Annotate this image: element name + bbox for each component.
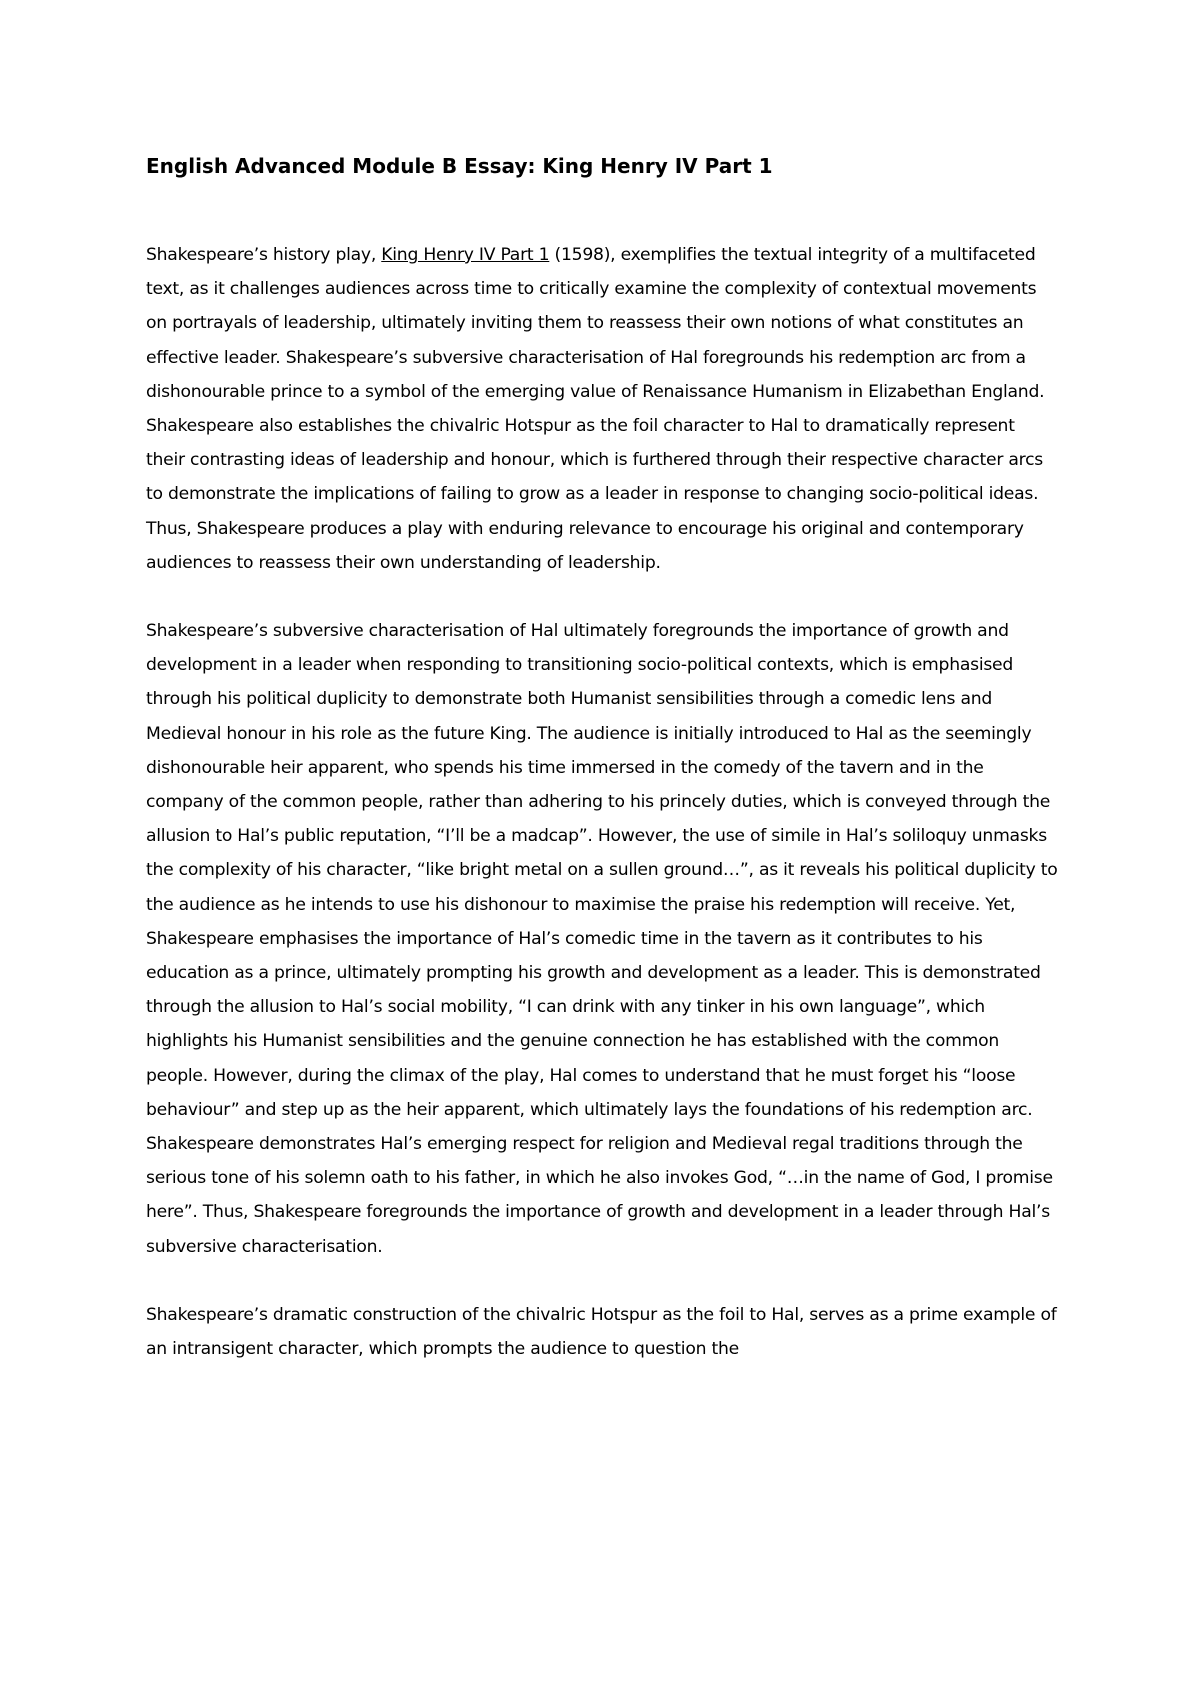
essay-body xyxy=(146,150,1058,1400)
body-paragraph-hal: Shakespeare’s subversive characterisation of Hal ultimately foregrounds the importance of growth and development in a leader when responding to transitioning socio-political contexts, which is emphasised through his political duplicity to demonstrate both Humanist sensibilities through a comedic lens and Medieval honour in his role as the future King. The audience is initially introduced to Hal as the seemingly dishonourable heir apparent, who spends his time immersed in the comedy of the tavern and in the company of the common people, rather than adhering to his princely duties, which is conveyed through the allusion to Hal’s public reputation, “I’ll be a madcap”. However, the use of simile in Hal’s soliloquy unmasks the complexity of his character, “like bright metal on a sullen ground…”, as it reveals his political duplicity to the audience as he intends to use his dishonour to maximise the praise his redemption will receive. Yet, Shakespeare emphasises the importance of Hal’s comedic time in the tavern as it contributes to his education as a prince, ultimately prompting his growth and development as a leader. This is demonstrated through the allusion to Hal’s social mobility, “I can drink with any tinker in his own language”, which highlights his Humanist sensibilities and the genuine connection he has established with the common people. However, during the climax of the play, Hal comes to understand that he must forget his “loose behaviour” and step up as the heir apparent, which ultimately lays the foundations of his redemption arc. Shakespeare demonstrates Hal’s emerging respect for religion and Medieval regal traditions through the serious tone of his solemn oath to his father, in which he also invokes God, “…in the name of God, I promise here”. Thus, Shakespeare foregrounds the importance of growth and development in a leader through Hal’s subversive characterisation. xyxy=(146,621,1058,1257)
intro-text-before: Shakespeare’s history play, xyxy=(146,245,382,265)
essay-title: English Advanced Module B Essay: King Henry IV Part 1 xyxy=(146,154,773,178)
body-paragraph-hotspur: Shakespeare’s dramatic construction of the chivalric Hotspur as the foil to Hal, serves as a prime example of an intransigent character, which prompts the audience to question the xyxy=(146,1304,1057,1360)
intro-paragraph xyxy=(146,238,1058,580)
play-title-underlined: King Henry IV Part 1 xyxy=(381,245,550,265)
intro-text-after: (1598), exemplifies the textual integrity of a multifaceted text, as it challenges audiences across time to critically examine the complexity of contextual movements on portrayals of leadership, ultimately inviting them to reassess their own notions of what constitutes an effective leader. Shakespeare’s subversive characterisation of Hal foregrounds his redemption arc from a dishonourable prince to a symbol of the emerging value of Renaissance Humanism in Elizabethan England. Shakespeare also establishes the chivalric Hotspur as the foil character to Hal to dramatically represent their contrasting ideas of leadership and honour, which is furthered through their respective character arcs to demonstrate the implications of failing to grow as a leader in response to changing socio-political ideas. Thus, Shakespeare produces a play with enduring relevance to encourage his original and contemporary audiences to reassess their own understanding of leadership. xyxy=(146,245,1045,573)
